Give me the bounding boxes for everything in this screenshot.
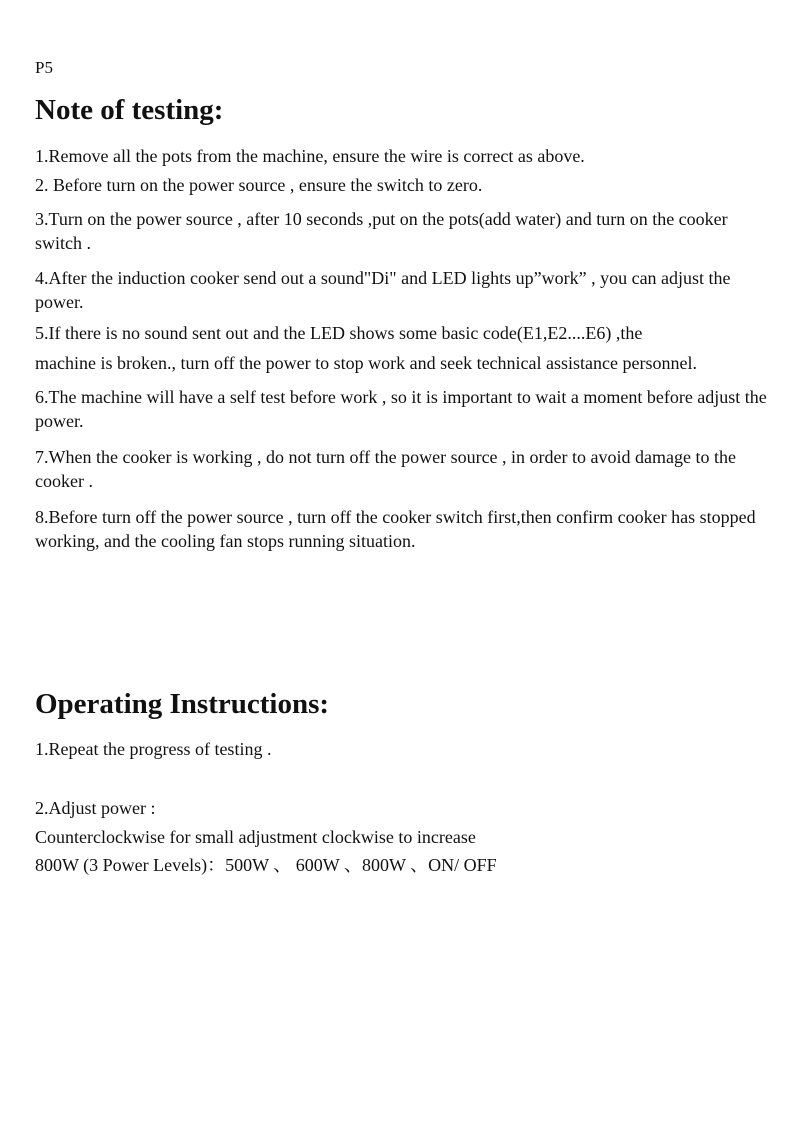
testing-item-6: 6.The machine will have a self test before work , so it is important to wait a moment before adjust the power. — [35, 387, 767, 431]
operating-heading: Operating Instructions: — [35, 688, 330, 720]
testing-item-2: 2. Before turn on the power source , ensure the switch to zero. — [35, 175, 483, 195]
power-levels-text: 800W (3 Power Levels)：500W 、 600W 、800W 、ON/ OFF — [35, 855, 497, 875]
operating-step-2: 2.Adjust power : — [35, 798, 156, 818]
testing-item-8: 8.Before turn off the power source , turn off the cooker switch first,then confirm cooker has stopped working, and the cooling fan stops running situation. — [35, 507, 756, 551]
testing-item-7: 7.When the cooker is working , do not turn off the power source , in order to avoid damage to the cooker . — [35, 447, 736, 491]
testing-item-3: 3.Turn on the power source , after 10 seconds ,put on the pots(add water) and turn on the cooker switch . — [35, 209, 728, 253]
testing-item-5-continued: machine is broken., turn off the power to stop work and seek technical assistance personnel. — [35, 353, 697, 373]
page-number: P5 — [35, 58, 53, 77]
testing-item-4: 4.After the induction cooker send out a sound"Di" and LED lights up”work” , you can adjust the power. — [35, 268, 731, 312]
operating-step-1: 1.Repeat the progress of testing . — [35, 739, 272, 759]
testing-item-5: 5.If there is no sound sent out and the LED shows some basic code(E1,E2....E6) ,the — [35, 323, 643, 343]
testing-item-1: 1.Remove all the pots from the machine, ensure the wire is correct as above. — [35, 146, 585, 166]
testing-heading: Note of testing: — [35, 94, 224, 126]
adjust-direction-text: Counterclockwise for small adjustment clockwise to increase — [35, 827, 476, 847]
